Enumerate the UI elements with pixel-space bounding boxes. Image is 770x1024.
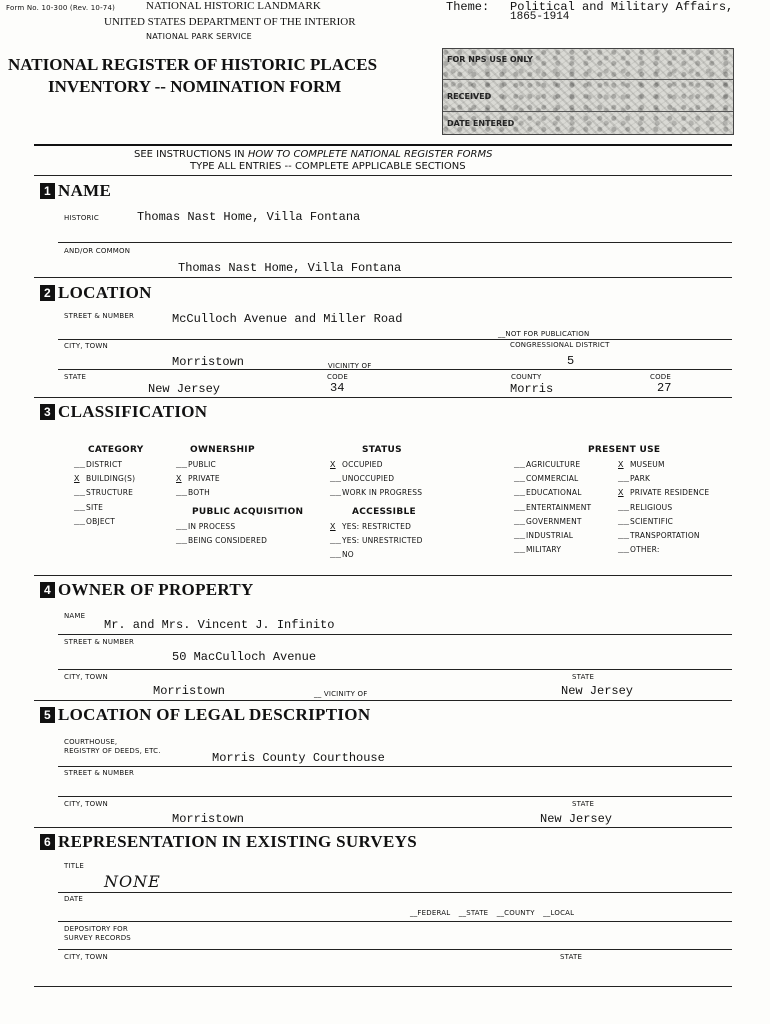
state-code-value: 34 xyxy=(330,381,345,395)
check-mark: X xyxy=(330,522,336,532)
accessible-option xyxy=(330,548,423,562)
theme-label: Theme: xyxy=(446,0,490,14)
city-value: Morristown xyxy=(172,355,245,369)
check-mark: __ xyxy=(330,550,342,561)
legal-street-label: STREET & NUMBER xyxy=(64,769,135,777)
divider xyxy=(34,397,732,398)
present-use-option-label: EDUCATIONAL xyxy=(526,488,582,498)
divider xyxy=(34,277,732,278)
ownership-option-label: BOTH xyxy=(188,488,210,498)
check-mark: X xyxy=(74,474,80,485)
check-mark: __ xyxy=(330,474,342,485)
present-use-option-label: MUSEUM xyxy=(630,460,665,469)
form-title: NATIONAL REGISTER OF HISTORIC PLACES xyxy=(8,55,378,74)
level-federal: FEDERAL xyxy=(417,909,451,917)
survey-title-label: TITLE xyxy=(64,862,84,870)
status-option xyxy=(330,472,422,486)
status-option-label: UNOCCUPIED xyxy=(342,474,395,484)
section-title: REPRESENTATION IN EXISTING SURVEYS xyxy=(58,832,417,851)
instructions-line-2: TYPE ALL ENTRIES -- COMPLETE APPLICABLE SECTIONS xyxy=(190,161,466,172)
state-label: STATE xyxy=(64,373,87,381)
present-use-option-label: PARK xyxy=(630,474,651,484)
vicinity-text: VICINITY OF xyxy=(327,362,372,370)
check-mark: __ xyxy=(74,516,86,527)
nps-use-only-label: FOR NPS USE ONLY xyxy=(447,55,533,64)
check-mark: __ xyxy=(618,474,630,485)
check-mark: X xyxy=(618,488,624,499)
acquisition-option xyxy=(176,534,267,548)
present-use-option-label: ENTERTAINMENT xyxy=(526,502,592,512)
present-use-option-label: COMMERCIAL xyxy=(526,474,579,484)
acquisition-list xyxy=(176,520,267,548)
divider xyxy=(34,144,732,146)
section-number: 4 xyxy=(40,582,55,598)
service-heading: NATIONAL PARK SERVICE xyxy=(146,32,252,41)
accessible-option-label: YES: RESTRICTED xyxy=(342,522,412,531)
present-use-option xyxy=(514,529,591,543)
instructions-line-1 xyxy=(134,149,492,160)
check-mark: __ xyxy=(514,474,526,485)
present-use-option xyxy=(514,458,591,472)
acquisition-option-label: BEING CONSIDERED xyxy=(188,536,268,546)
form-number: Form No. 10-300 (Rev. 10-74) xyxy=(6,4,116,12)
nps-received-label: RECEIVED xyxy=(447,92,492,101)
owner-street-label: STREET & NUMBER xyxy=(64,638,135,646)
check-mark: __ xyxy=(618,502,630,513)
owner-state-value: New Jersey xyxy=(561,684,634,698)
field-rule xyxy=(58,634,732,635)
section-number: 6 xyxy=(40,834,55,850)
check-mark: __ xyxy=(514,531,526,542)
check-mark: __ xyxy=(176,488,188,499)
theme-value: Political and Military Affairs, xyxy=(510,0,734,14)
category-option xyxy=(74,458,135,472)
field-rule xyxy=(58,796,732,797)
divider xyxy=(34,827,732,828)
nps-box-divider xyxy=(443,111,733,112)
check-mark: __ xyxy=(176,460,188,470)
category-option-label: SITE xyxy=(86,502,104,512)
instructions-guide-title: HOW TO COMPLETE NATIONAL REGISTER FORMS xyxy=(247,149,493,160)
section-title: NAME xyxy=(58,181,112,200)
legal-state-value: New Jersey xyxy=(540,812,613,826)
accessible-option-label: YES: UNRESTRICTED xyxy=(342,536,423,546)
divider xyxy=(34,575,732,576)
present-use-option-label: OTHER: xyxy=(630,545,660,555)
check-mark: __ xyxy=(74,488,86,499)
ownership-option xyxy=(176,472,220,486)
present-use-list-left xyxy=(514,458,591,557)
present-use-option xyxy=(618,501,709,515)
present-use-option xyxy=(514,543,591,557)
check-mark: X xyxy=(330,460,336,470)
category-option-label: DISTRICT xyxy=(86,460,123,469)
owner-vicinity-label: __ VICINITY OF xyxy=(314,690,368,698)
level-state: STATE xyxy=(466,909,489,917)
accessible-list xyxy=(330,520,423,563)
theme-years: 1865-1914 xyxy=(510,11,570,23)
accessible-heading: ACCESSIBLE xyxy=(352,507,416,517)
section-6-heading xyxy=(40,832,417,852)
depository-label: DEPOSITORY FOR xyxy=(64,925,128,933)
nps-box-divider xyxy=(443,79,733,80)
state-value: New Jersey xyxy=(148,382,221,396)
check-mark: __ xyxy=(330,536,342,547)
courthouse-value: Morris County Courthouse xyxy=(212,751,385,765)
category-option-label: STRUCTURE xyxy=(86,488,134,498)
present-use-option xyxy=(618,543,709,557)
check-mark: __ xyxy=(176,536,188,547)
field-rule xyxy=(58,949,732,950)
street-value: McCulloch Avenue and Miller Road xyxy=(172,312,403,326)
ownership-option xyxy=(176,458,220,472)
check-mark: __ xyxy=(514,545,526,556)
section-title: LOCATION xyxy=(58,283,152,302)
accessible-option xyxy=(330,534,423,548)
category-list xyxy=(74,458,135,529)
ownership-list xyxy=(176,458,220,501)
vicinity-text: VICINITY OF xyxy=(323,690,368,698)
check-mark: __ xyxy=(330,488,342,499)
present-use-option xyxy=(514,501,591,515)
acquisition-option-label: IN PROCESS xyxy=(188,522,236,531)
survey-city-label: CITY, TOWN xyxy=(64,953,108,961)
nps-date-entered-label: DATE ENTERED xyxy=(447,119,515,128)
section-4-heading xyxy=(40,580,254,600)
city-label: CITY, TOWN xyxy=(64,342,108,350)
present-use-option-label: AGRICULTURE xyxy=(526,460,581,469)
field-rule xyxy=(58,242,732,243)
common-name-label: AND/OR COMMON xyxy=(64,247,131,255)
survey-records-label: SURVEY RECORDS xyxy=(64,934,131,942)
present-use-option-label: RELIGIOUS xyxy=(630,502,673,512)
county-value: Morris xyxy=(510,382,554,396)
field-rule xyxy=(58,766,732,767)
section-3-heading xyxy=(40,402,207,422)
form-subtitle: INVENTORY -- NOMINATION FORM xyxy=(48,77,342,96)
code-label: CODE xyxy=(327,373,349,381)
county-code-value: 27 xyxy=(657,381,672,395)
present-use-option xyxy=(514,515,591,529)
ownership-option-label: PRIVATE xyxy=(188,474,220,484)
section-number: 5 xyxy=(40,707,55,723)
status-option-label: WORK IN PROGRESS xyxy=(342,488,423,498)
check-mark: __ xyxy=(74,502,86,513)
check-mark: __ xyxy=(514,488,526,499)
category-option-label: BUILDING(S) xyxy=(86,474,136,484)
divider xyxy=(34,175,732,176)
historic-name-value: Thomas Nast Home, Villa Fontana xyxy=(137,210,361,224)
county-label: COUNTY xyxy=(511,373,542,381)
section-title: OWNER OF PROPERTY xyxy=(58,580,254,599)
divider xyxy=(34,986,732,987)
check-mark: __ xyxy=(618,531,630,542)
status-option xyxy=(330,458,422,472)
status-heading: STATUS xyxy=(362,445,402,455)
divider xyxy=(34,700,732,701)
present-use-option-label: GOVERNMENT xyxy=(526,516,582,526)
present-use-option-label: INDUSTRIAL xyxy=(526,531,574,541)
check-mark: X xyxy=(618,460,624,470)
category-option xyxy=(74,501,135,515)
courthouse-label: COURTHOUSE, xyxy=(64,738,118,746)
present-use-option xyxy=(618,472,709,486)
check-mark: __ xyxy=(514,516,526,527)
ownership-heading: OWNERSHIP xyxy=(190,445,255,455)
check-mark: __ xyxy=(74,460,86,470)
historic-label: HISTORIC xyxy=(64,214,99,222)
present-use-option xyxy=(514,472,591,486)
field-rule xyxy=(58,369,732,370)
registry-label: REGISTRY OF DEEDS, ETC. xyxy=(64,747,161,755)
accessible-option xyxy=(330,520,423,534)
field-rule xyxy=(58,339,732,340)
ownership-option-label: PUBLIC xyxy=(188,460,216,469)
level-local: LOCAL xyxy=(550,909,575,917)
present-use-option-label: MILITARY xyxy=(526,545,562,555)
category-heading: CATEGORY xyxy=(88,445,144,455)
nps-use-only-box xyxy=(442,48,734,135)
section-title: LOCATION OF LEGAL DESCRIPTION xyxy=(58,705,371,724)
category-option xyxy=(74,515,135,529)
congressional-district-label: CONGRESSIONAL DISTRICT xyxy=(510,341,610,349)
acquisition-option xyxy=(176,520,267,534)
level-option: __COUNTY xyxy=(496,909,535,917)
legal-state-label: STATE xyxy=(572,800,595,808)
level-option: __STATE xyxy=(458,909,489,917)
public-acquisition-heading: PUBLIC ACQUISITION xyxy=(192,507,304,517)
present-use-option xyxy=(618,486,709,500)
field-rule xyxy=(58,921,732,922)
level-option: __LOCAL xyxy=(543,909,575,917)
owner-name-value: Mr. and Mrs. Vincent J. Infinito xyxy=(104,618,335,632)
check-mark: __ xyxy=(618,516,630,527)
owner-street-value: 50 MacCulloch Avenue xyxy=(172,650,317,664)
accessible-option-label: NO xyxy=(342,550,354,560)
category-option-label: OBJECT xyxy=(86,516,116,526)
section-number: 2 xyxy=(40,285,55,301)
level-county: COUNTY xyxy=(504,909,535,917)
present-use-option xyxy=(618,515,709,529)
instructions-text: SEE INSTRUCTIONS IN xyxy=(134,149,248,160)
legal-city-value: Morristown xyxy=(172,812,245,826)
present-use-option xyxy=(618,458,709,472)
congressional-district-value: 5 xyxy=(567,354,575,368)
section-title: CLASSIFICATION xyxy=(58,402,208,421)
landmark-heading: NATIONAL HISTORIC LANDMARK xyxy=(146,0,321,12)
present-use-option-label: TRANSPORTATION xyxy=(630,531,700,541)
level-option: __FEDERAL xyxy=(410,909,451,917)
survey-state-label: STATE xyxy=(560,953,583,961)
section-1-heading xyxy=(40,181,111,201)
status-option xyxy=(330,486,422,500)
common-name-value: Thomas Nast Home, Villa Fontana xyxy=(178,261,402,275)
check-mark: __ xyxy=(514,502,526,513)
survey-date-label: DATE xyxy=(64,895,84,903)
present-use-option-label: PRIVATE RESIDENCE xyxy=(630,488,710,498)
county-code-label: CODE xyxy=(650,373,672,381)
section-5-heading xyxy=(40,705,370,725)
check-mark: __ xyxy=(176,522,188,532)
field-rule xyxy=(58,892,732,893)
section-2-heading xyxy=(40,283,152,303)
street-label: STREET & NUMBER xyxy=(64,312,135,320)
check-mark: __ xyxy=(618,545,630,556)
status-option-label: OCCUPIED xyxy=(342,460,383,469)
not-for-publication-label: __NOT FOR PUBLICATION xyxy=(498,330,590,338)
survey-title-value: NONE xyxy=(104,872,161,891)
survey-level-options xyxy=(410,909,574,917)
status-list xyxy=(330,458,422,501)
field-rule xyxy=(58,669,732,670)
present-use-heading: PRESENT USE xyxy=(588,445,661,455)
not-for-publication-text: NOT FOR PUBLICATION xyxy=(505,330,590,338)
owner-name-label: NAME xyxy=(64,612,86,620)
owner-city-value: Morristown xyxy=(153,684,226,698)
category-option xyxy=(74,472,135,486)
present-use-option xyxy=(618,529,709,543)
vicinity-label: __ VICINITY OF xyxy=(318,362,372,370)
section-number: 3 xyxy=(40,404,55,420)
owner-city-label: CITY, TOWN xyxy=(64,673,108,681)
check-mark: __ xyxy=(514,460,526,470)
present-use-option-label: SCIENTIFIC xyxy=(630,516,674,526)
section-number: 1 xyxy=(40,183,55,199)
check-mark: X xyxy=(176,474,182,485)
ownership-option xyxy=(176,486,220,500)
category-option xyxy=(74,486,135,500)
present-use-list-right xyxy=(618,458,709,557)
owner-state-label: STATE xyxy=(572,673,595,681)
legal-city-label: CITY, TOWN xyxy=(64,800,108,808)
present-use-option xyxy=(514,486,591,500)
department-heading: UNITED STATES DEPARTMENT OF THE INTERIOR xyxy=(104,16,356,28)
